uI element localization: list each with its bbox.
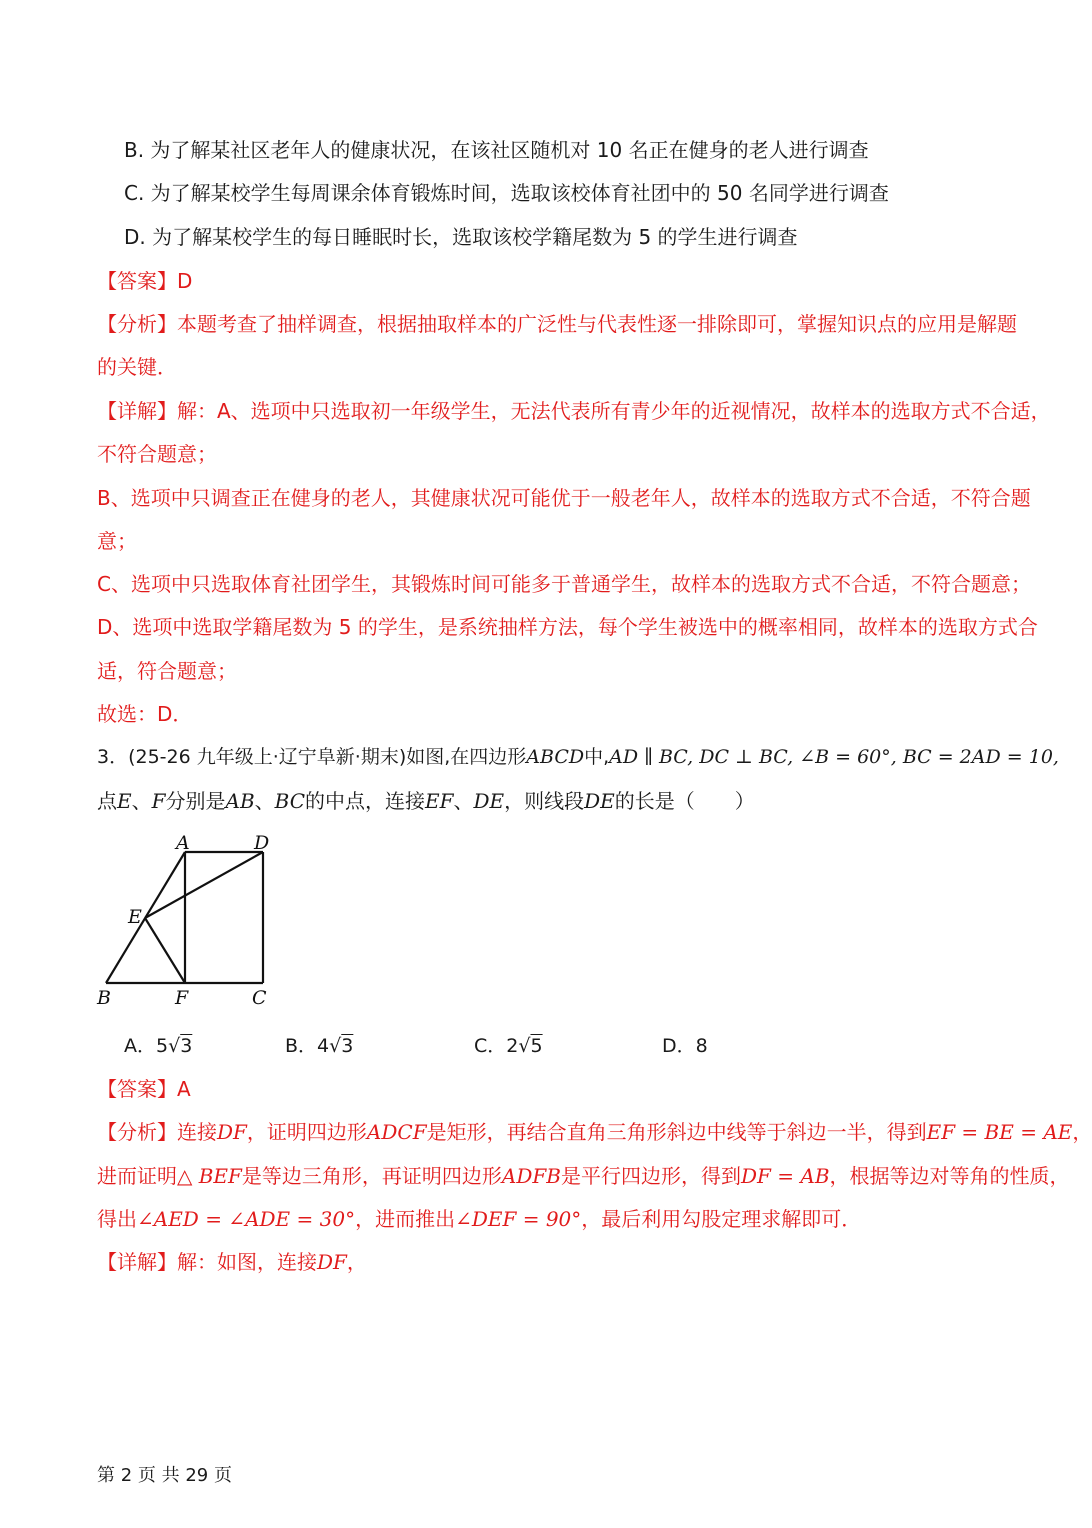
aq3-l2-b: 是等边三角形，再证明四边形: [241, 1164, 502, 1188]
choice-d: [662, 1031, 708, 1061]
q3-seg-bc: BC: [274, 789, 306, 813]
q3-seg-ef: EF: [425, 789, 454, 813]
answer-q2: 【答案】D: [97, 269, 193, 293]
q3-point-f: F: [151, 789, 166, 813]
choice-b-radicand: 3: [341, 1035, 354, 1057]
q3-seg-de2: DE: [584, 789, 615, 813]
q3-seg-de: DE: [473, 789, 505, 813]
aq3-l3-c: ，最后利用勾股定理求解即可．: [581, 1207, 862, 1231]
question3-middle: 中,: [584, 746, 610, 768]
choice-d-label: D．: [662, 1035, 696, 1057]
aq3-tri: △ BEF: [177, 1164, 242, 1188]
q3-point-e: E: [117, 789, 132, 813]
label-b: B: [97, 987, 111, 1009]
sqrt-symbol: √: [518, 1035, 531, 1057]
segment-ed: [145, 852, 263, 918]
choice-d-value: 8: [695, 1035, 708, 1057]
q3-l2-d: ，则线段: [504, 789, 585, 813]
option-b: B. 为了解某社区老年人的健康状况，在该社区随机对 10 名正在健身的老人进行调查: [124, 138, 869, 162]
sqrt-symbol: √: [329, 1035, 342, 1057]
aq3-l2-a: 进而证明: [97, 1164, 177, 1188]
choice-a: [124, 1031, 192, 1061]
aq3-eq3: ∠AED = ∠ADE = 30°: [137, 1207, 356, 1231]
label-d: D: [254, 832, 270, 854]
detail-q2-line6: D、选项中选取学籍尾数为 5 的学生，是系统抽样方法，每个学生被选中的概率相同，故样本的选取方式合: [97, 615, 1038, 639]
choice-b: [285, 1031, 353, 1061]
q3-l2-c: 的中点，连接: [305, 789, 426, 813]
detail-q2-line7: 适，符合题意；: [97, 659, 237, 683]
option-c: C. 为了解某校学生每周课余体育锻炼时间，选取该校体育社团中的 50 名同学进行调查: [124, 181, 889, 205]
question3-line1: [97, 742, 1059, 772]
q3-sep1: 、: [131, 789, 152, 813]
detail-q2-line3: B、选项中只调查正在健身的老人，其健康状况可能优于一般老年人，故样本的选取方式不合适，不符合题: [97, 486, 1031, 510]
page-footer: 第 2 页 共 29 页: [97, 1465, 232, 1486]
analysis-q3-line1: [97, 1117, 1092, 1147]
detail-q3: [97, 1247, 367, 1277]
choice-c: [474, 1031, 543, 1061]
aq3-eq4: ∠DEF = 90°: [455, 1207, 582, 1231]
aq3-l1-b: ，证明四边形: [246, 1120, 367, 1144]
q3-l2-a: 点: [97, 789, 117, 813]
choice-a-radicand: 3: [180, 1035, 193, 1057]
analysis-q3-line3: [97, 1204, 861, 1234]
q3-seg-ab: AB: [225, 789, 255, 813]
detail-q3-text: 解：如图，连接: [177, 1250, 317, 1274]
choice-b-label: B．: [285, 1035, 318, 1057]
detail-q2-line5: C、选项中只选取体育社团学生，其锻炼时间可能多于普通学生，故样本的选取方式不合适，不符合题意；: [97, 572, 1031, 596]
aq3-eq1: EF = BE = AE: [926, 1120, 1073, 1144]
q3-sep2: 、: [254, 789, 275, 813]
aq3-l2-d: ，根据等边对等角的性质，: [829, 1164, 1070, 1188]
answer-q3: 【答案】A: [97, 1077, 191, 1101]
aq3-adcf: ADCF: [366, 1120, 427, 1144]
aq3-adfb: ADFB: [501, 1164, 561, 1188]
aq3-l1-c: 是矩形，再结合直角三角形斜边中线等于斜边一半，得到: [426, 1120, 927, 1144]
option-d: D. 为了解某校学生的每日睡眠时长，选取该校学籍尾数为 5 的学生进行调查: [124, 225, 798, 249]
aq3-df: DF: [217, 1120, 247, 1144]
aq3-l2-c: 是平行四边形，得到: [560, 1164, 741, 1188]
detail-q3-df: DF: [317, 1250, 347, 1274]
label-a: A: [176, 832, 190, 854]
analysis-q2-line1: 【分析】本题考查了抽样调查，根据抽取样本的广泛性与代表性逐一排除即可，掌握知识点的应用是解题: [97, 312, 1017, 336]
q3-l2-e: 的长是（ ）: [614, 789, 755, 813]
detail-q2-line4: 意；: [97, 529, 137, 553]
question3-line2: [97, 786, 755, 816]
choice-a-coef: 5: [156, 1035, 169, 1057]
question3-prefix: 3．(25-26 九年级上·辽宁阜新·期末)如图,在四边形: [97, 746, 527, 768]
detail-q3-comma: ，: [346, 1250, 367, 1274]
choice-b-coef: 4: [317, 1035, 330, 1057]
q3-sep3: 、: [453, 789, 474, 813]
geometry-figure: [94, 828, 284, 1013]
detail-q3-label: 【详解】: [97, 1250, 177, 1274]
aq3-l1-a: 【分析】连接: [97, 1120, 217, 1144]
analysis-q2-line2: 的关键．: [97, 355, 177, 379]
label-f: F: [175, 987, 189, 1009]
choice-c-label: C．: [474, 1035, 507, 1057]
choice-a-label: A．: [124, 1035, 156, 1057]
detail-q2-line8: 故选：D．: [97, 702, 193, 726]
detail-q2-line2: 不符合题意；: [97, 442, 217, 466]
choice-c-radicand: 5: [530, 1035, 543, 1057]
choice-c-coef: 2: [506, 1035, 519, 1057]
aq3-eq2: DF = AB: [740, 1164, 830, 1188]
q3-l2-b: 分别是: [165, 789, 226, 813]
analysis-q3-line2: [97, 1161, 1070, 1191]
aq3-l3-a: 得出: [97, 1207, 137, 1231]
sqrt-symbol: √: [168, 1035, 181, 1057]
question3-quad: ABCD: [526, 746, 585, 768]
aq3-l3-b: ，进而推出: [355, 1207, 456, 1231]
segment-ef: [145, 918, 185, 983]
aq3-l1-d: ，: [1072, 1120, 1092, 1144]
question3-conditions: AD ∥ BC, DC ⊥ BC, ∠B = 60°, BC = 2AD = 10,: [609, 746, 1059, 768]
label-e: E: [128, 906, 142, 928]
label-c: C: [252, 987, 267, 1009]
detail-q2-line1: 【详解】解：A、选项中只选取初一年级学生，无法代表所有青少年的近视情况，故样本的选取方式不合适，: [97, 399, 1051, 423]
